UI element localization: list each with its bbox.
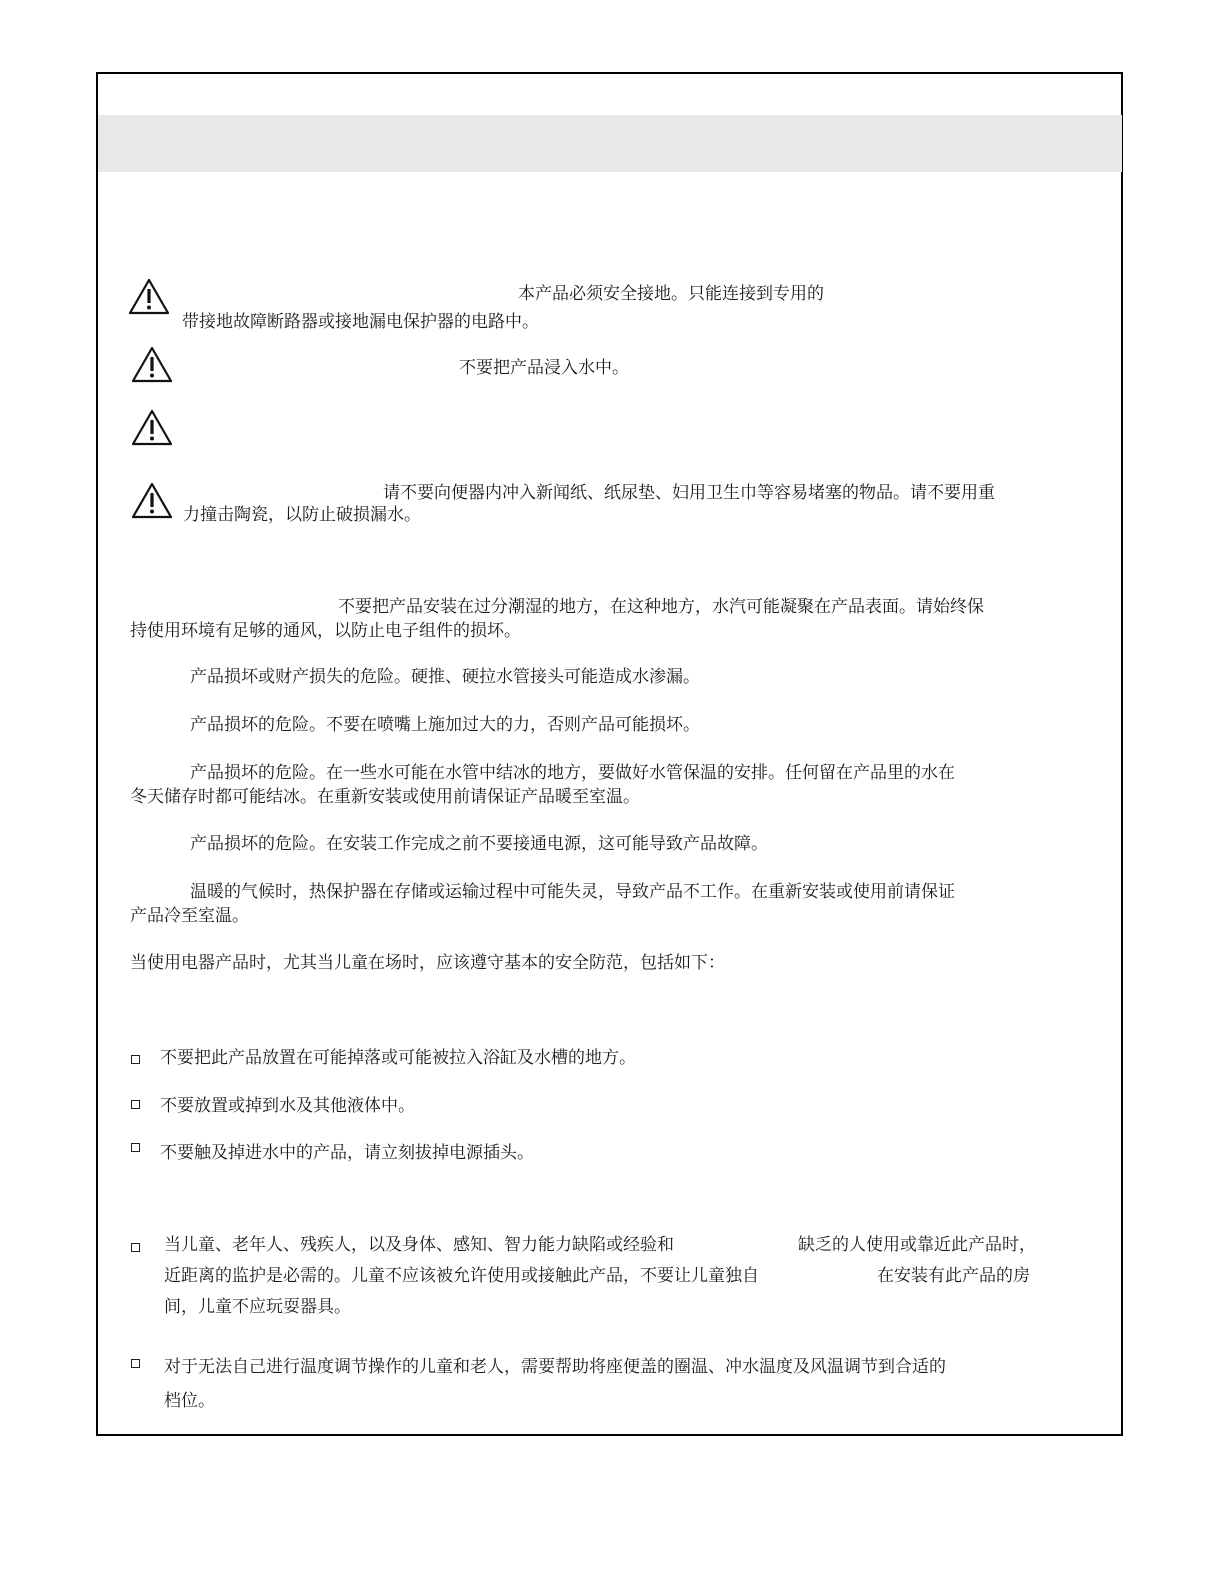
notice-3: 产品损坏的危险。不要在喷嘴上施加过大的力，否则产品可能损坏。 <box>190 715 700 735</box>
warning-icon <box>131 409 173 447</box>
warning-icon <box>128 278 170 316</box>
notice-1-line-1: 不要把产品安装在过分潮湿的地方，在这种地方，水汽可能凝聚在产品表面。请始终保 <box>338 597 984 617</box>
warning-2-line-1: 不要把产品浸入水中。 <box>459 358 629 378</box>
header-band <box>98 115 1122 172</box>
bullet-4-line-1a: 当儿童、老年人、残疾人，以及身体、感知、智力能力缺陷或经验和 <box>164 1235 674 1255</box>
general-intro: 当使用电器产品时，尤其当儿童在场时，应该遵守基本的安全防范，包括如下： <box>130 953 725 973</box>
bullet-2: 不要放置或掉到水及其他液体中。 <box>160 1096 415 1116</box>
bullet-4-line-1b: 缺乏的人使用或靠近此产品时， <box>798 1235 1036 1255</box>
warning-1-line-2: 带接地故障断路器或接地漏电保护器的电路中。 <box>182 312 539 332</box>
checkbox-bullet <box>131 1243 140 1252</box>
warning-4-line-2: 力撞击陶瓷，以防止破损漏水。 <box>183 505 421 525</box>
bullet-4-line-2a: 近距离的监护是必需的。儿童不应该被允许使用或接触此产品，不要让儿童独自 <box>164 1266 759 1286</box>
checkbox-bullet <box>131 1143 140 1152</box>
bullet-4-line-2b: 在安装有此产品的房 <box>877 1266 1030 1286</box>
bullet-3: 不要触及掉进水中的产品，请立刻拔掉电源插头。 <box>160 1143 534 1163</box>
notice-4-line-1: 产品损坏的危险。在一些水可能在水管中结冰的地方，要做好水管保温的安排。任何留在产品里的水在 <box>190 763 955 783</box>
checkbox-bullet <box>131 1359 140 1368</box>
bullet-5-line-2: 档位。 <box>164 1391 215 1411</box>
notice-6-line-2: 产品冷至室温。 <box>130 906 249 926</box>
bullet-5-line-1: 对于无法自己进行温度调节操作的儿童和老人，需要帮助将座便盖的圈温、冲水温度及风温调节到合适的 <box>164 1357 946 1377</box>
warning-1-line-1: 本产品必须安全接地。只能连接到专用的 <box>518 284 824 304</box>
checkbox-bullet <box>131 1100 140 1109</box>
notice-2: 产品损坏或财产损失的危险。硬推、硬拉水管接头可能造成水渗漏。 <box>190 667 700 687</box>
checkbox-bullet <box>131 1055 140 1064</box>
notice-5: 产品损坏的危险。在安装工作完成之前不要接通电源，这可能导致产品故障。 <box>190 834 768 854</box>
warning-4-line-1: 请不要向便器内冲入新闻纸、纸尿垫、妇用卫生巾等容易堵塞的物品。请不要用重 <box>383 483 995 503</box>
notice-6-line-1: 温暖的气候时，热保护器在存储或运输过程中可能失灵，导致产品不工作。在重新安装或使用前请保证 <box>190 882 955 902</box>
warning-icon <box>131 346 173 384</box>
notice-1-line-2: 持使用环境有足够的通风，以防止电子组件的损坏。 <box>130 621 521 641</box>
warning-icon <box>131 482 173 520</box>
document-frame <box>96 72 1123 1436</box>
bullet-1: 不要把此产品放置在可能掉落或可能被拉入浴缸及水槽的地方。 <box>160 1048 636 1068</box>
notice-4-line-2: 冬天储存时都可能结冰。在重新安装或使用前请保证产品暖至室温。 <box>130 787 640 807</box>
bullet-4-line-3: 间，儿童不应玩耍器具。 <box>164 1297 351 1317</box>
